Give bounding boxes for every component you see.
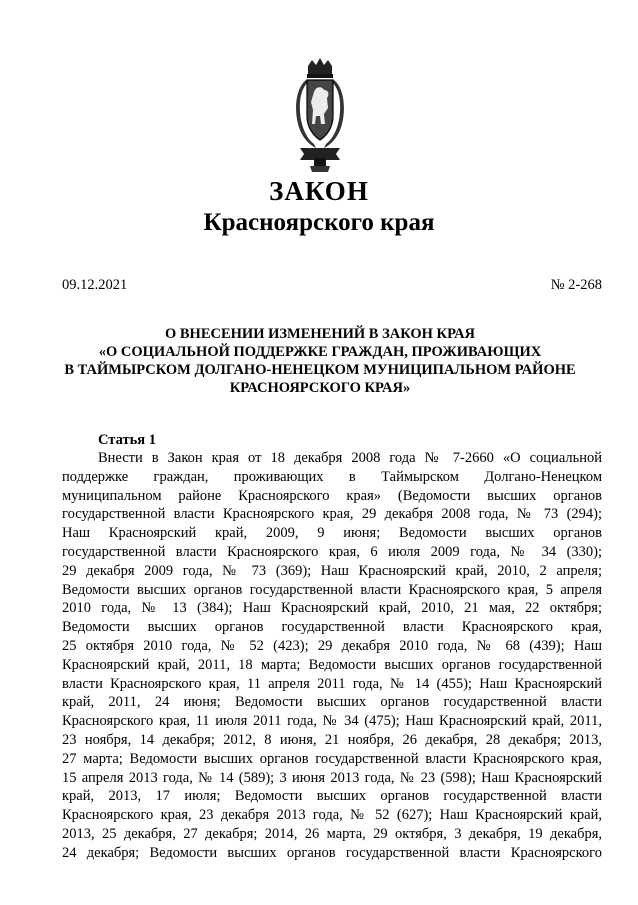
body-line: власти Красноярского края, 11 апреля 2011 года, № 14 (455); Наш Красноярский — [62, 675, 602, 692]
body-line: Внести в Закон края от 18 декабря 2008 года № 7-2660 «О социальной — [98, 450, 602, 466]
body-line: край, 2013, 17 июля; Ведомости высших органов государственной власти — [62, 788, 602, 805]
body-line: 15 апреля 2013 года, № 14 (589); 3 июня 2013 года, № 23 (598); Наш Красноярский — [62, 769, 602, 786]
article-body — [62, 449, 602, 863]
body-line: 24 декабря; Ведомости высших органов государственной власти Красноярского — [62, 844, 602, 861]
body-line: Наш Красноярский край, 2009, 9 июня; Ведомости высших органов — [62, 525, 602, 542]
body-line: 25 октября 2010 года, № 52 (423); 29 декабря 2010 года, № 68 (439); Наш — [62, 637, 602, 654]
body-line: Красноярского края, 11 июля 2011 года, № 34 (475); Наш Красноярский край, 2011, — [62, 713, 602, 730]
document-title: ЗАКОН — [269, 176, 369, 206]
law-name-line: О ВНЕСЕНИИ ИЗМЕНЕНИЙ В ЗАКОН КРАЯ — [164, 326, 476, 342]
body-line: 2013, 25 декабря, 27 декабря; 2014, 26 марта, 29 октября, 3 декабря, 19 декабря, — [62, 825, 602, 842]
body-line: Ведомости высших органов государственной власти Красноярского края, 5 апреля — [62, 581, 602, 598]
body-line: муниципальном районе Красноярского края» (Ведомости высших органов — [62, 487, 602, 504]
document-number: № 2-268 — [550, 277, 602, 293]
article-title: Статья 1 — [98, 432, 156, 448]
body-line: Красноярский край, 2011, 18 марта; Ведомости высших органов государственной — [62, 656, 602, 673]
body-line: 27 марта; Ведомости высших органов государственной власти Красноярского края, — [62, 750, 602, 767]
body-line: государственной власти Красноярского края, 29 декабря 2008 года, № 73 (294); — [62, 506, 602, 523]
document-date: 09.12.2021 — [62, 277, 128, 293]
body-line: государственной власти Красноярского края, 6 июля 2009 года, № 34 (330); — [62, 543, 602, 560]
body-line: край, 2011, 24 июня; Ведомости высших органов государственной власти — [62, 694, 602, 711]
body-line: 29 декабря 2009 года, № 73 (369); Наш Красноярский край, 2010, 2 апреля; — [62, 562, 602, 579]
law-name-line: «О СОЦИАЛЬНОЙ ПОДДЕРЖКЕ ГРАЖДАН, ПРОЖИВАЮЩИХ — [98, 344, 542, 360]
law-name-heading — [20, 325, 620, 397]
law-name-line: В ТАЙМЫРСКОМ ДОЛГАНО-НЕНЕЦКОМ МУНИЦИПАЛЬНОМ РАЙОНЕ — [64, 362, 576, 378]
body-line: 23 ноября, 14 декабря; 2012, 8 июня, 21 ноября, 26 декабря, 28 декабря; 2013, — [62, 731, 602, 748]
body-line: Красноярского края, 23 декабря 2013 года, № 52 (627); Наш Красноярский край, — [62, 807, 602, 824]
body-line: поддержке граждан, проживающих в Таймырском Долгано-Ненецком — [62, 468, 602, 485]
body-line: Ведомости высших органов государственной власти Красноярского края, — [62, 619, 602, 636]
document-subtitle: Красноярского края — [203, 209, 435, 236]
law-name-line: КРАСНОЯРСКОГО КРАЯ» — [229, 380, 411, 396]
coat-of-arms-emblem — [292, 58, 348, 176]
body-line: 2010 года, № 13 (384); Наш Красноярский край, 2010, 21 мая, 22 октября; — [62, 600, 602, 617]
